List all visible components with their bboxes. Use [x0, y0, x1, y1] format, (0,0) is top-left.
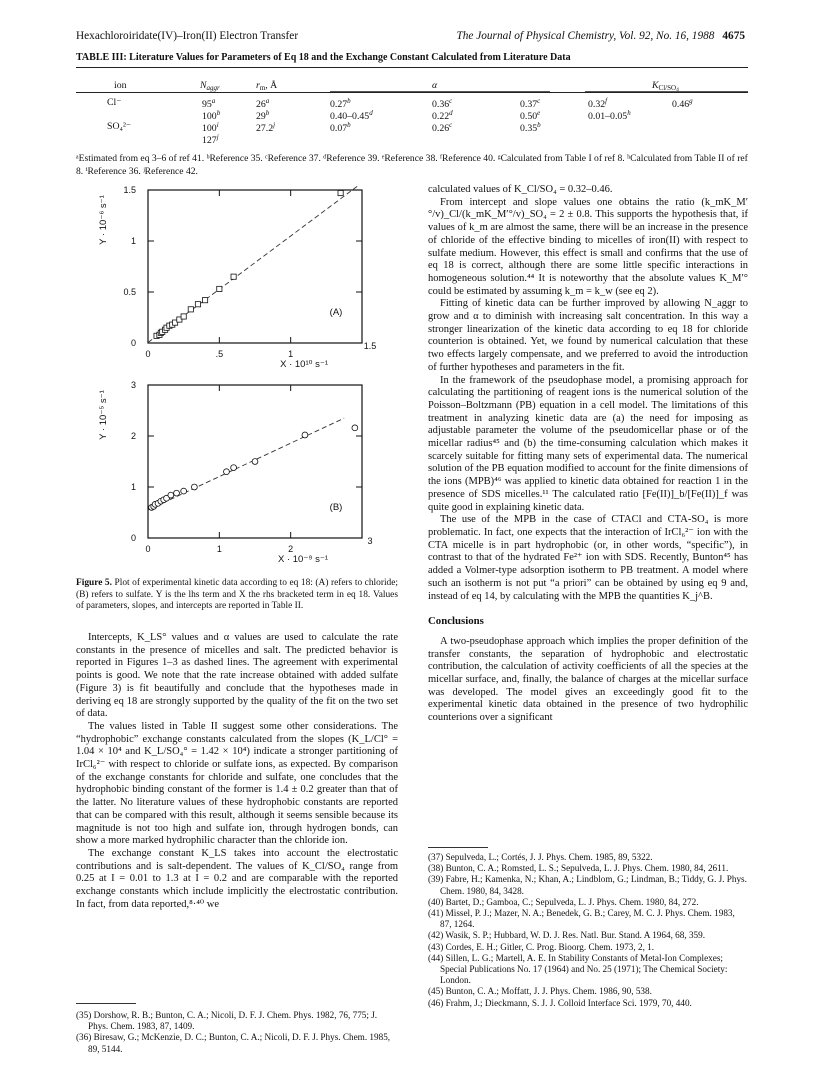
table-cell-footnote-mark: j [273, 121, 276, 129]
table-cell-footnote-mark: b [216, 109, 221, 117]
reference-44: (44) Sillen, L. G.; Martell, A. E. In Stability Constants of Metal-Ion Complexes; Special Publications No. 17 (1964) and No. 25 (1971); The Chemical Society: London. [428, 952, 728, 986]
x-tick-label: 1 [216, 544, 222, 554]
k-sub-text: Cl/SO [658, 84, 677, 92]
table-cell-value: 0.50 [520, 111, 538, 122]
table-cell-rm [256, 121, 275, 134]
table-title: TABLE III: Literature Values for Parameters of Eq 18 and the Exchange Constant Calculated from Literature Data [76, 52, 571, 63]
table-cell-value: 0.27 [330, 99, 348, 110]
right-paragraph-3: In the framework of the pseudophase model, a promising approach for calculating the partitioning of reagent ions is the numerical solution of the Poisson–Boltzmann (PB) equation in a cell model. The limitations of this treatment in analyzing kinetic data are (a) the need for imposing as adjustable parameter the volume of the pseudomicellar phase or of the micellar radius⁴⁵ and (b) the time-consuming calculation which makes it scarcely suitable for fitting many sets of experimental data. The numerical solution of the PB equation modified to account for the finite dimensions of the ions (MPB)⁴⁶ was applied to kinetic data obtained for reaction 1 in the presence of SDS micelles.¹¹ The calculated ratio [Fe(II)]_b/[Fe(II)]_f was quite good in explaining kinetic data. [428, 374, 748, 513]
right-paragraph-4: The use of the MPB in the case of CTACl and CTA-SO₄ is more problematic. In fact, one expects that the interaction of IrCl₆²⁻ ion with the CTA micelle is in part hydrophobic (or, in other words, “specific”), in contrast to that of the hydrated Fe²⁺ ion with SDS. Recently, Bunton⁴⁵ has added a Volmer-type adsorption isotherm to PB treatment. A model where such an isotherm is not put “a priori” can be obtained by using eq 9 and, instead of eq 14, by calculating with the MPB the quantities K_j^B. [428, 514, 748, 602]
data-point [302, 432, 308, 438]
table-cell-k1 [588, 109, 631, 122]
conclusions-heading: Conclusions [428, 615, 484, 628]
data-point [202, 298, 207, 303]
x-tick-label: 2 [288, 544, 294, 554]
y-tick-label: 0.5 [123, 287, 136, 297]
left-paragraph-2: The values listed in Table II suggest some other considerations. The “hydrophobic” exchange constants calculated from the slopes (K_L/Cl° = 1.04 × 10⁴ and K_L/SO₄° = 1.42 × 10⁴) indicate a stronger partitioning of IrCl₆²⁻ with respect to chloride or sulfate ions, as expected. By comparison of the exchange constants for chloride and sulfate, one concludes that the hydrophobic binding constant of the former is 1.4 ± 0.2 greater than that of the latter. No literature values of these hydrophobic constants are reported that can be compared with this result, although it seems sensible because its magnitude is not too high and sulfate ion, through hydrogen bonds, can show a more marked hydrophilic character than the chloride ion. [76, 720, 398, 847]
table-cell-value: 0.36 [432, 99, 450, 110]
table-cell-footnote-mark: g [689, 97, 693, 105]
table-cell-value: 29 [256, 111, 266, 122]
nagg-sub: aggr [206, 84, 220, 92]
table-cell-footnote-mark: c [537, 97, 541, 105]
data-point [252, 459, 258, 465]
data-point [231, 465, 237, 471]
table-cell-value: 0.26 [432, 123, 450, 134]
table-cell-value: 0.46 [672, 99, 690, 110]
table-cell-footnote-mark: d [449, 109, 453, 117]
table-cell-value: Cl⁻ [107, 97, 122, 108]
reference-38: (38) Bunton, C. A.; Romsted, L. S.; Sepulveda, L. J. Phys. Chem. 1980, 84, 2611. [428, 863, 729, 874]
table-cell-a2 [432, 121, 452, 134]
footnote-separator-left [76, 1003, 136, 1004]
table-cell-footnote-mark: b [347, 97, 351, 105]
right-paragraph-5: A two-pseudophase approach which implies the proper definition of the transfer constants, the separation of hydrophobic and electrostatic contribution, the calculation of activity coefficients of all the species at the micellar surface, and, finally, the balance of charges at the micellar surface was developed. The model gives an exceedingly good fit to the experimental kinetic data obtained in the presence of two hydrophilic counterions over a significant [428, 635, 748, 724]
table-cell-ion [107, 97, 121, 108]
table-cell-value: 0.22 [432, 111, 450, 122]
x-tick-label: 0 [145, 349, 151, 359]
panel-b-plot [98, 380, 373, 565]
footnote-separator-right [428, 847, 488, 848]
table-footnotes: ᵃEstimated from eq 3–6 of ref 41. ᵇReference 35. ᶜReference 37. ᵈReference 39. ᵉReference 38. ᶠReference 40. ᵍCalculated from Table I of ref 8. ʰCalculated from Table II of ref 8. ⁱReference 36. ʲReference 42. [76, 153, 748, 177]
table-cell-value: 0.35 [520, 123, 538, 134]
reference-36: (36) Biresaw, G.; McKenzie, D. C.; Bunton, C. A.; Nicoli, D. F. J. Phys. Chem. 1985, 89, 5144. [76, 1032, 391, 1054]
table-cell-value: 26 [256, 99, 266, 110]
journal-citation: The Journal of Physical Chemistry, Vol. 92, No. 16, 1988 [456, 30, 715, 42]
data-point [195, 302, 200, 307]
x-tick-label: 1.5 [363, 341, 377, 351]
nagg-main: N [200, 80, 207, 91]
data-point [181, 488, 187, 494]
table-cell-a1 [330, 121, 351, 134]
x-axis-label: X · 10⁻⁹ s⁻¹ [278, 554, 328, 565]
table-cell-value: 100 [202, 111, 217, 122]
right-paragraph-2: Fitting of kinetic data can be further improved by allowing N_aggr to grow and α to diminish with increasing salt concentration. In this way a stronger linearization of the kinetic data according to eq 18 for chloride counterion is obtained. Yet, we found by numerical calculation that these two effects largely compensate, and we preferred to avoid the introduction of further hypotheses and parameters in the fit. [428, 298, 748, 373]
data-point [188, 307, 193, 312]
table-top-rule [76, 67, 748, 68]
table-cell-ion [107, 121, 131, 132]
x-tick-label: .5 [215, 349, 224, 359]
figure-caption-text: Plot of experimental kinetic data according to eq 18: (A) refers to chloride; (B) refers to sulfate. Y is the lhs term and X the rhs bracketed term in eq 18. Values of parameters, slopes, and intercepts are reported in Table II. [76, 578, 399, 612]
table-cell-value: 127 [202, 135, 217, 146]
data-point [174, 490, 180, 496]
data-point [352, 425, 358, 431]
reference-37: (37) Sepulveda, L.; Cortés, J. J. Phys. Chem. 1985, 89, 5322. [428, 852, 653, 862]
reference-39: (39) Fabre, H.; Kamenka, N.; Khan, A.; Lindblom, G.; Lindman, B.; Tiddy, G. J. Phys. Chem. 1980, 84, 3428. [428, 874, 747, 896]
data-point [181, 314, 186, 319]
table-header-rm [256, 80, 277, 92]
table-cell-footnote-mark: h [627, 109, 631, 117]
left-paragraph-3: The exchange constant K_LS takes into account the electrostatic contributions and is salt-dependent. The values of K_Cl/SO₄ range from 0.25 at I = 0.01 to 1.3 at I = 0.2 and are comparable with the reported exchange constants which include implicitly the electrostatic contribution. In fact, from data reported,⁸·⁴⁰ we [76, 847, 398, 910]
panel-label: (A) [329, 307, 343, 318]
data-point [168, 492, 174, 498]
right-paragraph-1: From intercept and slope values one obtains the ratio (k_mK_M′°/v)_Cl/(k_mK_M′°/v)_SO₄ = 2 ± 0.8. This supports the hypothesis that, if values of k_m are almost the same, there will be an increase in the presence of chloride of the effective binding to micelles of iron(II) with respect to sulfate medium. However, this effect is small and confirms that the use of eq 18 is correct, although there are some little specific interactions in homogeneous solution.⁴⁴ It is noteworthy that the absolute values K_M′° could be estimated by assuming k_m = k_w (see eq 2). [428, 196, 748, 297]
rm-sub: m [259, 84, 266, 92]
right-column-text [428, 184, 748, 725]
rm-main: r [256, 80, 260, 91]
reference-41: (41) Missel, P. J.; Mazer, N. A.; Benedek, G. B.; Carey, M. C. J. Phys. Chem. 1983, 87, 1264. [428, 908, 735, 930]
reference-35: (35) Dorshow, R. B.; Bunton, C. A.; Nicoli, D. F. J. Chem. Phys. 1982, 76, 775; J. Phys. Chem. 1983, 87, 1409. [76, 1010, 378, 1032]
references-left [76, 1010, 398, 1055]
reference-43: (43) Cordes, E. H.; Gitler, C. Prog. Bioorg. Chem. 1973, 2, 1. [428, 941, 655, 952]
page-number: 4675 [722, 30, 745, 42]
figure-5 [76, 182, 398, 574]
left-column-text [76, 632, 398, 911]
data-point [231, 274, 236, 279]
table-cell-footnote-mark: j [216, 133, 219, 141]
table-header-nagg [200, 80, 220, 92]
panel-a-plot [98, 185, 376, 370]
reference-45: (45) Bunton, C. A.; Moffatt, J. J. Phys. Chem. 1986, 90, 538. [428, 986, 652, 997]
running-header-journal [456, 30, 745, 42]
table-cell-value: 95 [202, 99, 212, 110]
y-tick-label: 2 [130, 431, 136, 441]
y-tick-label: 1.5 [123, 185, 136, 195]
table-cell-k2 [672, 97, 693, 110]
table-header-rule [76, 92, 748, 93]
table-header-ion: ion [114, 80, 127, 91]
running-header-title: Hexachloroiridate(IV)–Iron(II) Electron Transfer [76, 30, 299, 42]
table-header-alpha: α [432, 80, 438, 91]
table-cell-footnote-mark: b [537, 121, 541, 129]
table-cell-footnote-mark: c [449, 121, 453, 129]
table-cell-a3 [520, 121, 541, 134]
table-cell-value: 0.32 [588, 99, 606, 110]
table-cell-value: 0.07 [330, 123, 348, 134]
table-cell-footnote-mark: b [265, 109, 270, 117]
table-cell-value: 0.37 [520, 99, 538, 110]
figure-caption [76, 578, 398, 613]
x-tick-label: 3 [367, 536, 373, 546]
data-point [338, 190, 343, 195]
y-axis-label: Y · 10⁻⁶ s⁻¹ [98, 195, 109, 245]
alpha-span-rule [330, 91, 550, 92]
data-point [217, 286, 222, 291]
left-paragraph-1: Intercepts, K_LS° values and α values are used to calculate the rate constants in the presence of micelles and salt. The predicted behavior is reported in Figures 1–3 as dashed lines. The agreement with experimental points is good. We note that the rate increase obtained with added sulfate (Figure 3) is fit beautifully and conclude that the hypotheses made in deriving eq 18 are strongly supported by the quality of the fit on the two set of data. [76, 632, 398, 720]
table-cell-value: 100 [202, 123, 217, 134]
k-sub-4: 4 [676, 87, 679, 93]
table-cell-value: 27.2 [256, 123, 274, 134]
y-tick-label: 3 [130, 380, 136, 390]
references-right [428, 852, 748, 1009]
k-sub [659, 84, 679, 92]
table-cell-footnote-mark: i [216, 121, 219, 129]
reference-42: (42) Wasik, S. P.; Hubbard, W. D. J. Res. Natl. Bur. Stand. A 1964, 68, 359. [428, 930, 706, 941]
x-tick-label: 0 [145, 544, 151, 554]
data-point [191, 484, 197, 490]
y-axis-label: Y · 10⁻⁵ s⁻¹ [98, 390, 109, 440]
y-tick-label: 1 [130, 236, 136, 246]
table-cell-footnote-mark: b [347, 121, 351, 129]
panel-label: (B) [329, 502, 343, 513]
y-tick-label: 0 [130, 338, 136, 348]
table-cell-footnote-mark: e [537, 109, 541, 117]
x-tick-label: 1 [288, 349, 294, 359]
table-cell-footnote-mark: a [265, 97, 270, 105]
y-tick-label: 1 [130, 482, 136, 492]
data-point [224, 469, 230, 475]
reference-40: (40) Bartet, D.; Gamboa, C.; Sepulveda, L. J. Phys. Chem. 1980, 84, 272. [428, 896, 699, 907]
table-cell-value: 0.40–0.45 [330, 111, 370, 122]
k-main: K [652, 80, 659, 91]
reference-46: (46) Frahm, J.; Dieckmann, S. J. J. Colloid Interface Sci. 1979, 70, 440. [428, 997, 692, 1008]
table-cell-nagg [202, 133, 219, 146]
table-cell-value: SO₄²⁻ [107, 121, 132, 132]
table-cell-footnote-mark: c [449, 97, 453, 105]
right-paragraph-0: calculated values of K_Cl/SO₄ = 0.32–0.46. [428, 184, 613, 195]
table-cell-footnote-mark: a [211, 97, 216, 105]
table-cell-value: 0.01–0.05 [588, 111, 628, 122]
y-tick-label: 0 [130, 533, 136, 543]
x-axis-label: X · 10¹⁰ s⁻¹ [280, 359, 328, 370]
rm-unit: , Å [265, 80, 278, 91]
figure-label: Figure 5. [76, 578, 112, 588]
table-cell-footnote-mark: d [369, 109, 373, 117]
table-header-k [652, 80, 679, 93]
table-cell-footnote-mark: f [605, 97, 608, 105]
